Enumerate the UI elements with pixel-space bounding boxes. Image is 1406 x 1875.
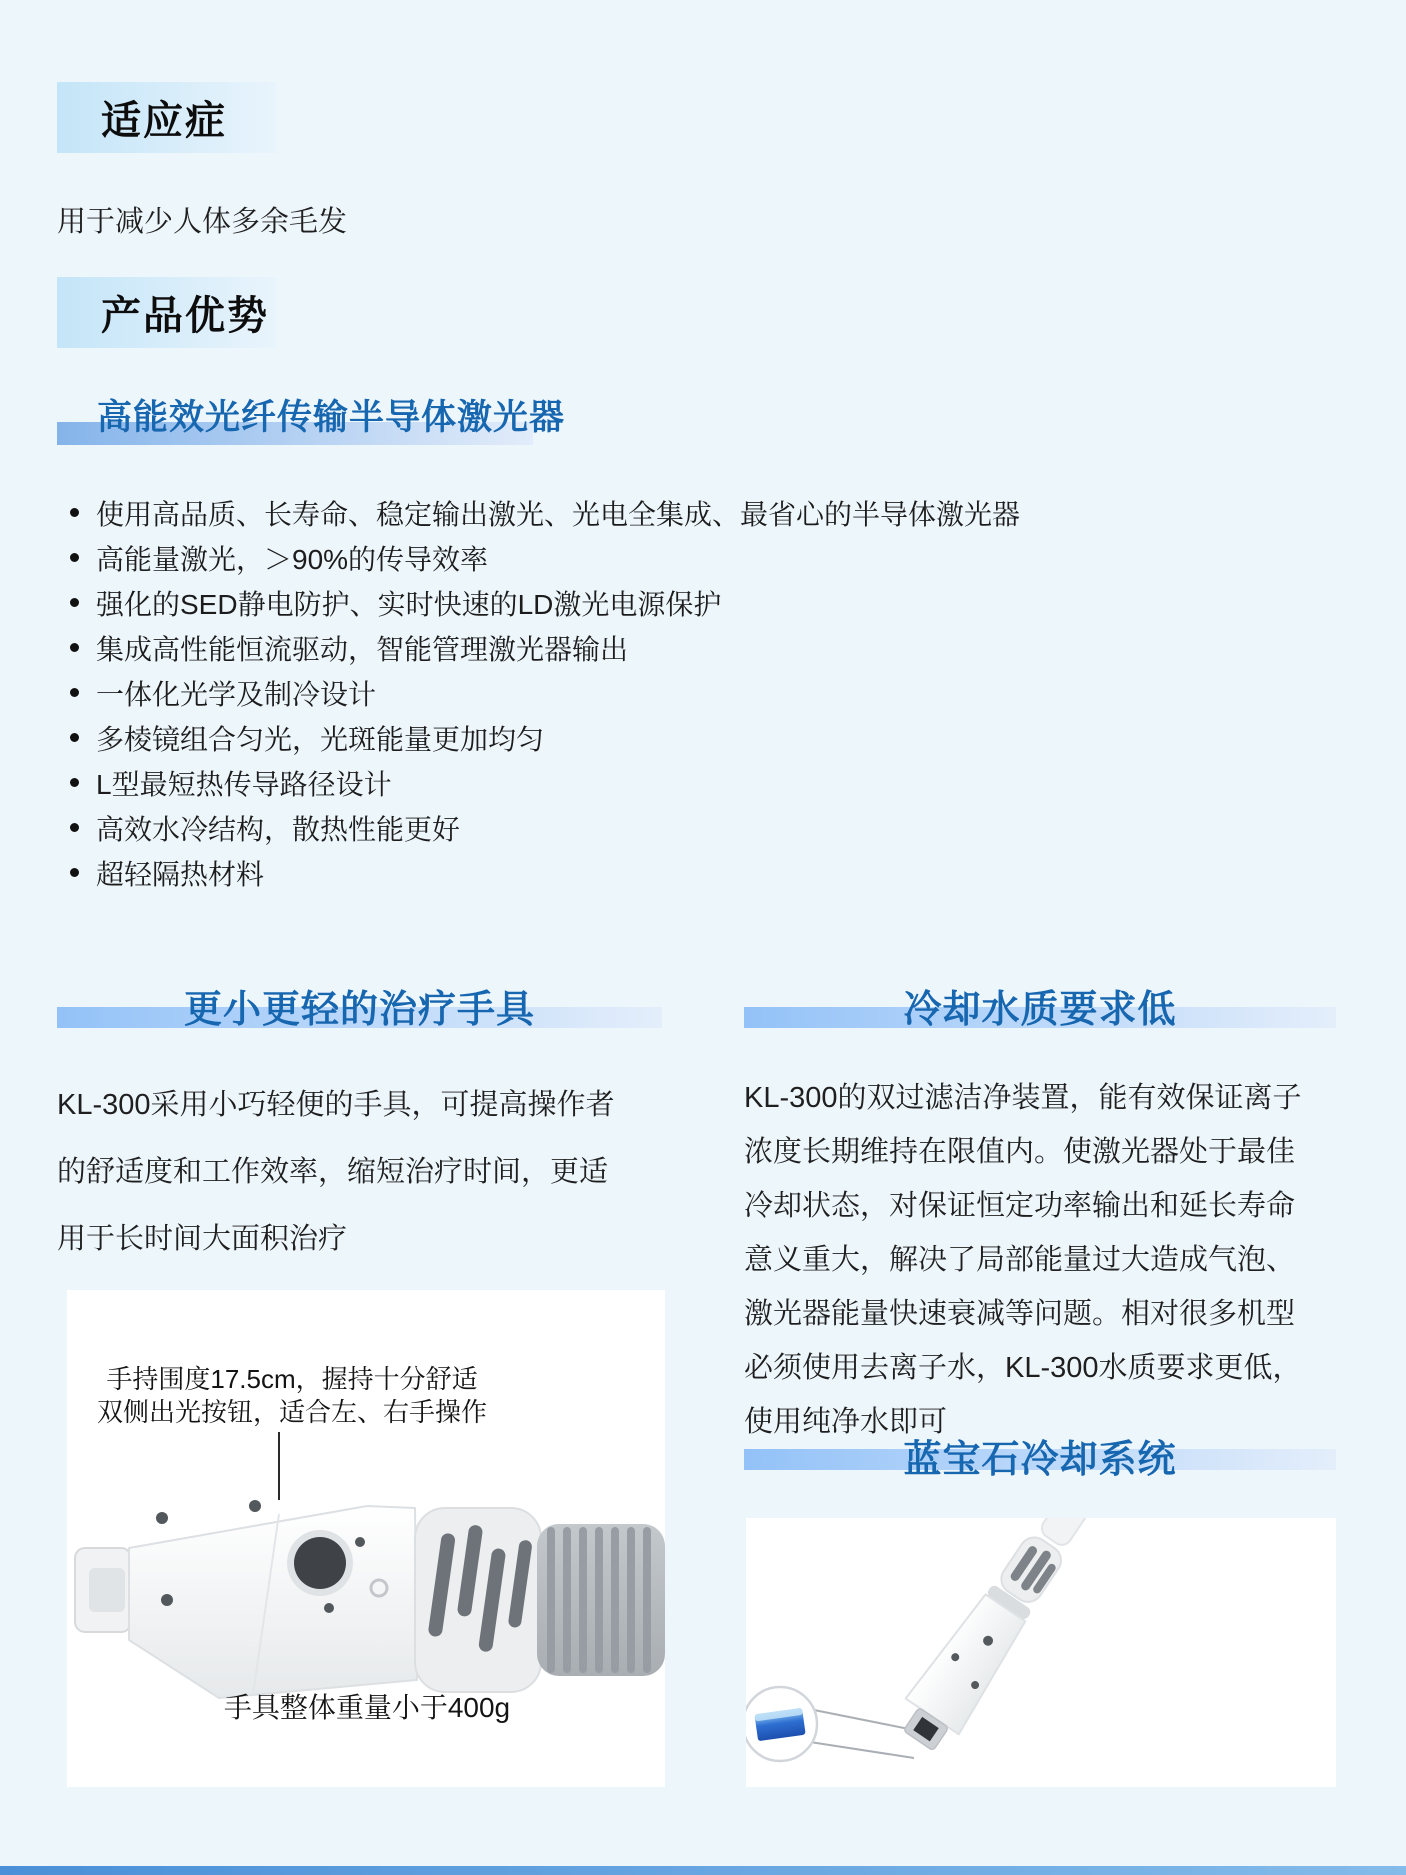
bottom-section-edge	[0, 1866, 1406, 1875]
bullet-dot-icon	[70, 598, 79, 607]
paragraph-line: 意义重大，解决了局部能量过大造成气泡、	[744, 1244, 1296, 1276]
list-item	[70, 625, 1370, 670]
list-item	[70, 670, 1370, 715]
list-item	[70, 715, 1370, 760]
section-header-advantages	[57, 277, 277, 348]
bullet-text: 一体化光学及制冷设计	[96, 678, 377, 710]
annotation-line: 双侧出光按钮，适合左、右手操作	[96, 1397, 487, 1427]
paragraph-line: 用于长时间大面积治疗	[57, 1223, 348, 1255]
section-header-indications	[57, 82, 277, 153]
bullet-dot-icon	[70, 643, 79, 652]
bullet-dot-icon	[70, 823, 79, 832]
bullet-text: L型最短热传导路径设计	[96, 768, 392, 800]
bullet-dot-icon	[70, 733, 79, 742]
cooling-paragraph	[744, 1071, 1302, 1449]
handpiece-paragraph	[57, 1072, 615, 1273]
bullet-dot-icon	[70, 508, 79, 517]
handpiece-side-illustration	[67, 1490, 665, 1720]
cooling-heading: 冷却水质要求低	[903, 989, 1177, 1031]
bullet-text: 集成高性能恒流驱动，智能管理激光器输出	[96, 633, 629, 665]
list-item	[70, 535, 1370, 580]
bullet-dot-icon	[70, 553, 79, 562]
sapphire-heading: 蓝宝石冷却系统	[903, 1439, 1177, 1481]
handpiece-photo-box	[67, 1290, 665, 1787]
handpiece-weight-caption: 手具整体重量小于400g	[223, 1692, 511, 1723]
paragraph-line: 的舒适度和工作效率，缩短治疗时间，更适	[57, 1156, 609, 1188]
bullet-text: 使用高品质、长寿命、稳定输出激光、光电全集成、最省心的半导体激光器	[96, 498, 1021, 530]
sapphire-photo-box	[746, 1518, 1336, 1787]
bullet-text: 高效水冷结构，散热性能更好	[96, 813, 461, 845]
list-item	[70, 850, 1370, 895]
list-item	[70, 760, 1370, 805]
paragraph-line: 使用纯净水即可	[744, 1406, 948, 1438]
paragraph-line: 必须使用去离子水，KL-300水质要求更低，	[744, 1352, 1302, 1384]
list-item	[70, 580, 1370, 625]
paragraph-line: KL-300采用小巧轻便的手具，可提高操作者	[57, 1089, 615, 1121]
paragraph-line: 冷却状态，对保证恒定功率输出和延长寿命	[744, 1190, 1296, 1222]
paragraph-line: 浓度长期维持在限值内。使激光器处于最佳	[744, 1136, 1296, 1168]
bullet-dot-icon	[70, 688, 79, 697]
bullet-text: 高能量激光，＞90%的传导效率	[96, 543, 489, 575]
bullet-text: 强化的SED静电防护、实时快速的LD激光电源保护	[96, 588, 722, 620]
sapphire-cooling-illustration	[746, 1518, 1336, 1787]
list-item	[70, 490, 1370, 535]
section-title: 产品优势	[101, 294, 269, 338]
bullet-text: 超轻隔热材料	[96, 858, 265, 890]
handpiece-heading: 更小更轻的治疗手具	[183, 989, 535, 1031]
annotation-line: 手持围度17.5cm，握持十分舒适	[106, 1364, 478, 1394]
indications-text: 用于减少人体多余毛发	[57, 206, 348, 238]
bullet-text: 多棱镜组合匀光，光斑能量更加均匀	[96, 723, 545, 755]
paragraph-line: KL-300的双过滤洁净装置，能有效保证离子	[744, 1082, 1302, 1114]
bullet-dot-icon	[70, 868, 79, 877]
handpiece-annotation	[77, 1363, 507, 1429]
bullet-dot-icon	[70, 778, 79, 787]
section-title: 适应症	[101, 99, 227, 143]
list-item	[70, 805, 1370, 850]
paragraph-line: 激光器能量快速衰减等问题。相对很多机型	[744, 1298, 1296, 1330]
advantages-bullet-list	[70, 490, 1370, 895]
laser-subheading: 高能效光纤传输半导体激光器	[97, 398, 566, 437]
